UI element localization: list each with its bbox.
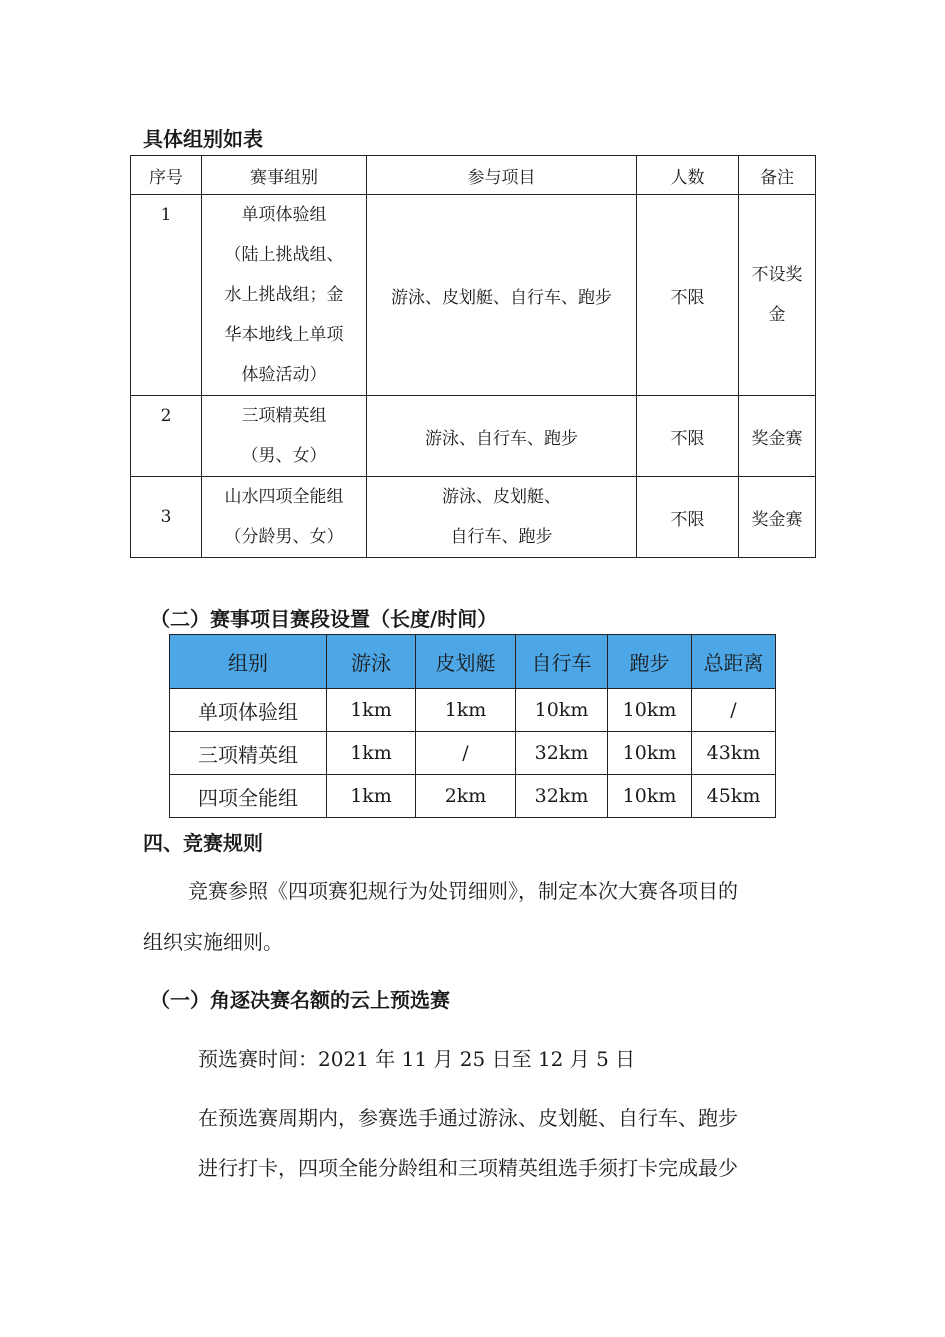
remark-line: 金: [768, 305, 786, 325]
group-name-line: 华本地线上单项: [224, 325, 344, 345]
group-name-line: 山水四项全能组: [224, 487, 344, 507]
header-cell-group: 赛事组别: [202, 156, 367, 195]
table-row: [131, 396, 816, 477]
group-name-line: 水上挑战组；金: [224, 285, 344, 305]
events-line: 游泳、皮划艇、: [442, 487, 561, 507]
bike-cell: 32km: [516, 775, 608, 818]
events-line: 游泳、自行车、跑步: [425, 428, 578, 449]
preselect-time: 预选赛时间：2021 年 11 月 25 日至 12 月 5 日: [198, 1047, 636, 1071]
swim-cell: 1km: [327, 732, 416, 775]
remark-line: 奖金赛: [751, 509, 803, 530]
group-table-header-row: [131, 156, 816, 195]
events-cell: [367, 477, 637, 558]
group-cell: 四项全能组: [170, 775, 327, 818]
group-cell: 三项精英组: [170, 732, 327, 775]
header-cell-group: 组别: [170, 635, 327, 689]
total-cell: /: [692, 689, 776, 732]
preselect-paragraph-line: 在预选赛周期内，参赛选手通过游泳、皮划艇、自行车、跑步: [198, 1106, 738, 1130]
remark-cell: [739, 195, 816, 396]
header-cell-run: 跑步: [608, 635, 692, 689]
total-cell: 45km: [692, 775, 776, 818]
row-number: 2: [131, 396, 202, 477]
events-cell: [367, 195, 637, 396]
kayak-cell: 2km: [416, 775, 516, 818]
events-line: 自行车、跑步: [450, 527, 553, 547]
group-name-line: （分龄男、女）: [224, 527, 344, 547]
segment-table: [169, 634, 776, 818]
table-row: [170, 775, 776, 818]
table-row: [170, 689, 776, 732]
kayak-cell: /: [416, 732, 516, 775]
section4-paragraph-line: 竞赛参照《四项赛犯规行为处罚细则》，制定本次大赛各项目的: [188, 879, 738, 903]
run-cell: 10km: [608, 689, 692, 732]
header-cell-swim: 游泳: [327, 635, 416, 689]
section4-heading: 四、竞赛规则: [143, 831, 263, 855]
run-cell: 10km: [608, 775, 692, 818]
header-cell-kayak: 皮划艇: [416, 635, 516, 689]
remark-cell: [739, 477, 816, 558]
swim-cell: 1km: [327, 689, 416, 732]
group-name-line: 三项精英组: [241, 406, 327, 426]
sub1-heading: （一）角逐决赛名额的云上预选赛: [150, 988, 450, 1012]
header-cell-count: 人数: [637, 156, 739, 195]
header-cell-no: 序号: [131, 156, 202, 195]
row-number: 3: [131, 477, 202, 558]
table1-heading: 具体组别如表: [143, 127, 263, 151]
table-row: [131, 477, 816, 558]
kayak-cell: 1km: [416, 689, 516, 732]
count-cell: 不限: [637, 396, 739, 477]
group-table: [130, 155, 816, 558]
header-cell-bike: 自行车: [516, 635, 608, 689]
header-cell-events: 参与项目: [367, 156, 637, 195]
header-cell-remark: 备注: [739, 156, 816, 195]
group-name-cell: [202, 396, 367, 477]
group-name-cell: [202, 195, 367, 396]
table-row: [170, 732, 776, 775]
events-cell: [367, 396, 637, 477]
count-cell: 不限: [637, 477, 739, 558]
group-name-line: 单项体验组: [241, 205, 327, 225]
group-name-line: 体验活动）: [241, 365, 327, 385]
group-name-line: （陆上挑战组、: [224, 245, 344, 265]
group-name-cell: [202, 477, 367, 558]
events-line: 游泳、皮划艇、自行车、跑步: [391, 287, 612, 308]
preselect-paragraph-line: 进行打卡，四项全能分龄组和三项精英组选手须打卡完成最少: [198, 1156, 738, 1180]
table2-heading: （二）赛事项目赛段设置（长度/时间）: [150, 607, 498, 631]
remark-line: 奖金赛: [751, 428, 803, 449]
header-cell-total: 总距离: [692, 635, 776, 689]
group-cell: 单项体验组: [170, 689, 327, 732]
remark-cell: [739, 396, 816, 477]
group-name-line: （男、女）: [241, 446, 327, 466]
remark-line: 不设奖: [751, 265, 803, 285]
table-row: [131, 195, 816, 396]
bike-cell: 10km: [516, 689, 608, 732]
row-number: 1: [131, 195, 202, 396]
swim-cell: 1km: [327, 775, 416, 818]
segment-table-header-row: [170, 635, 776, 689]
bike-cell: 32km: [516, 732, 608, 775]
run-cell: 10km: [608, 732, 692, 775]
section4-paragraph-line: 组织实施细则。: [143, 930, 283, 954]
count-cell: 不限: [637, 195, 739, 396]
total-cell: 43km: [692, 732, 776, 775]
